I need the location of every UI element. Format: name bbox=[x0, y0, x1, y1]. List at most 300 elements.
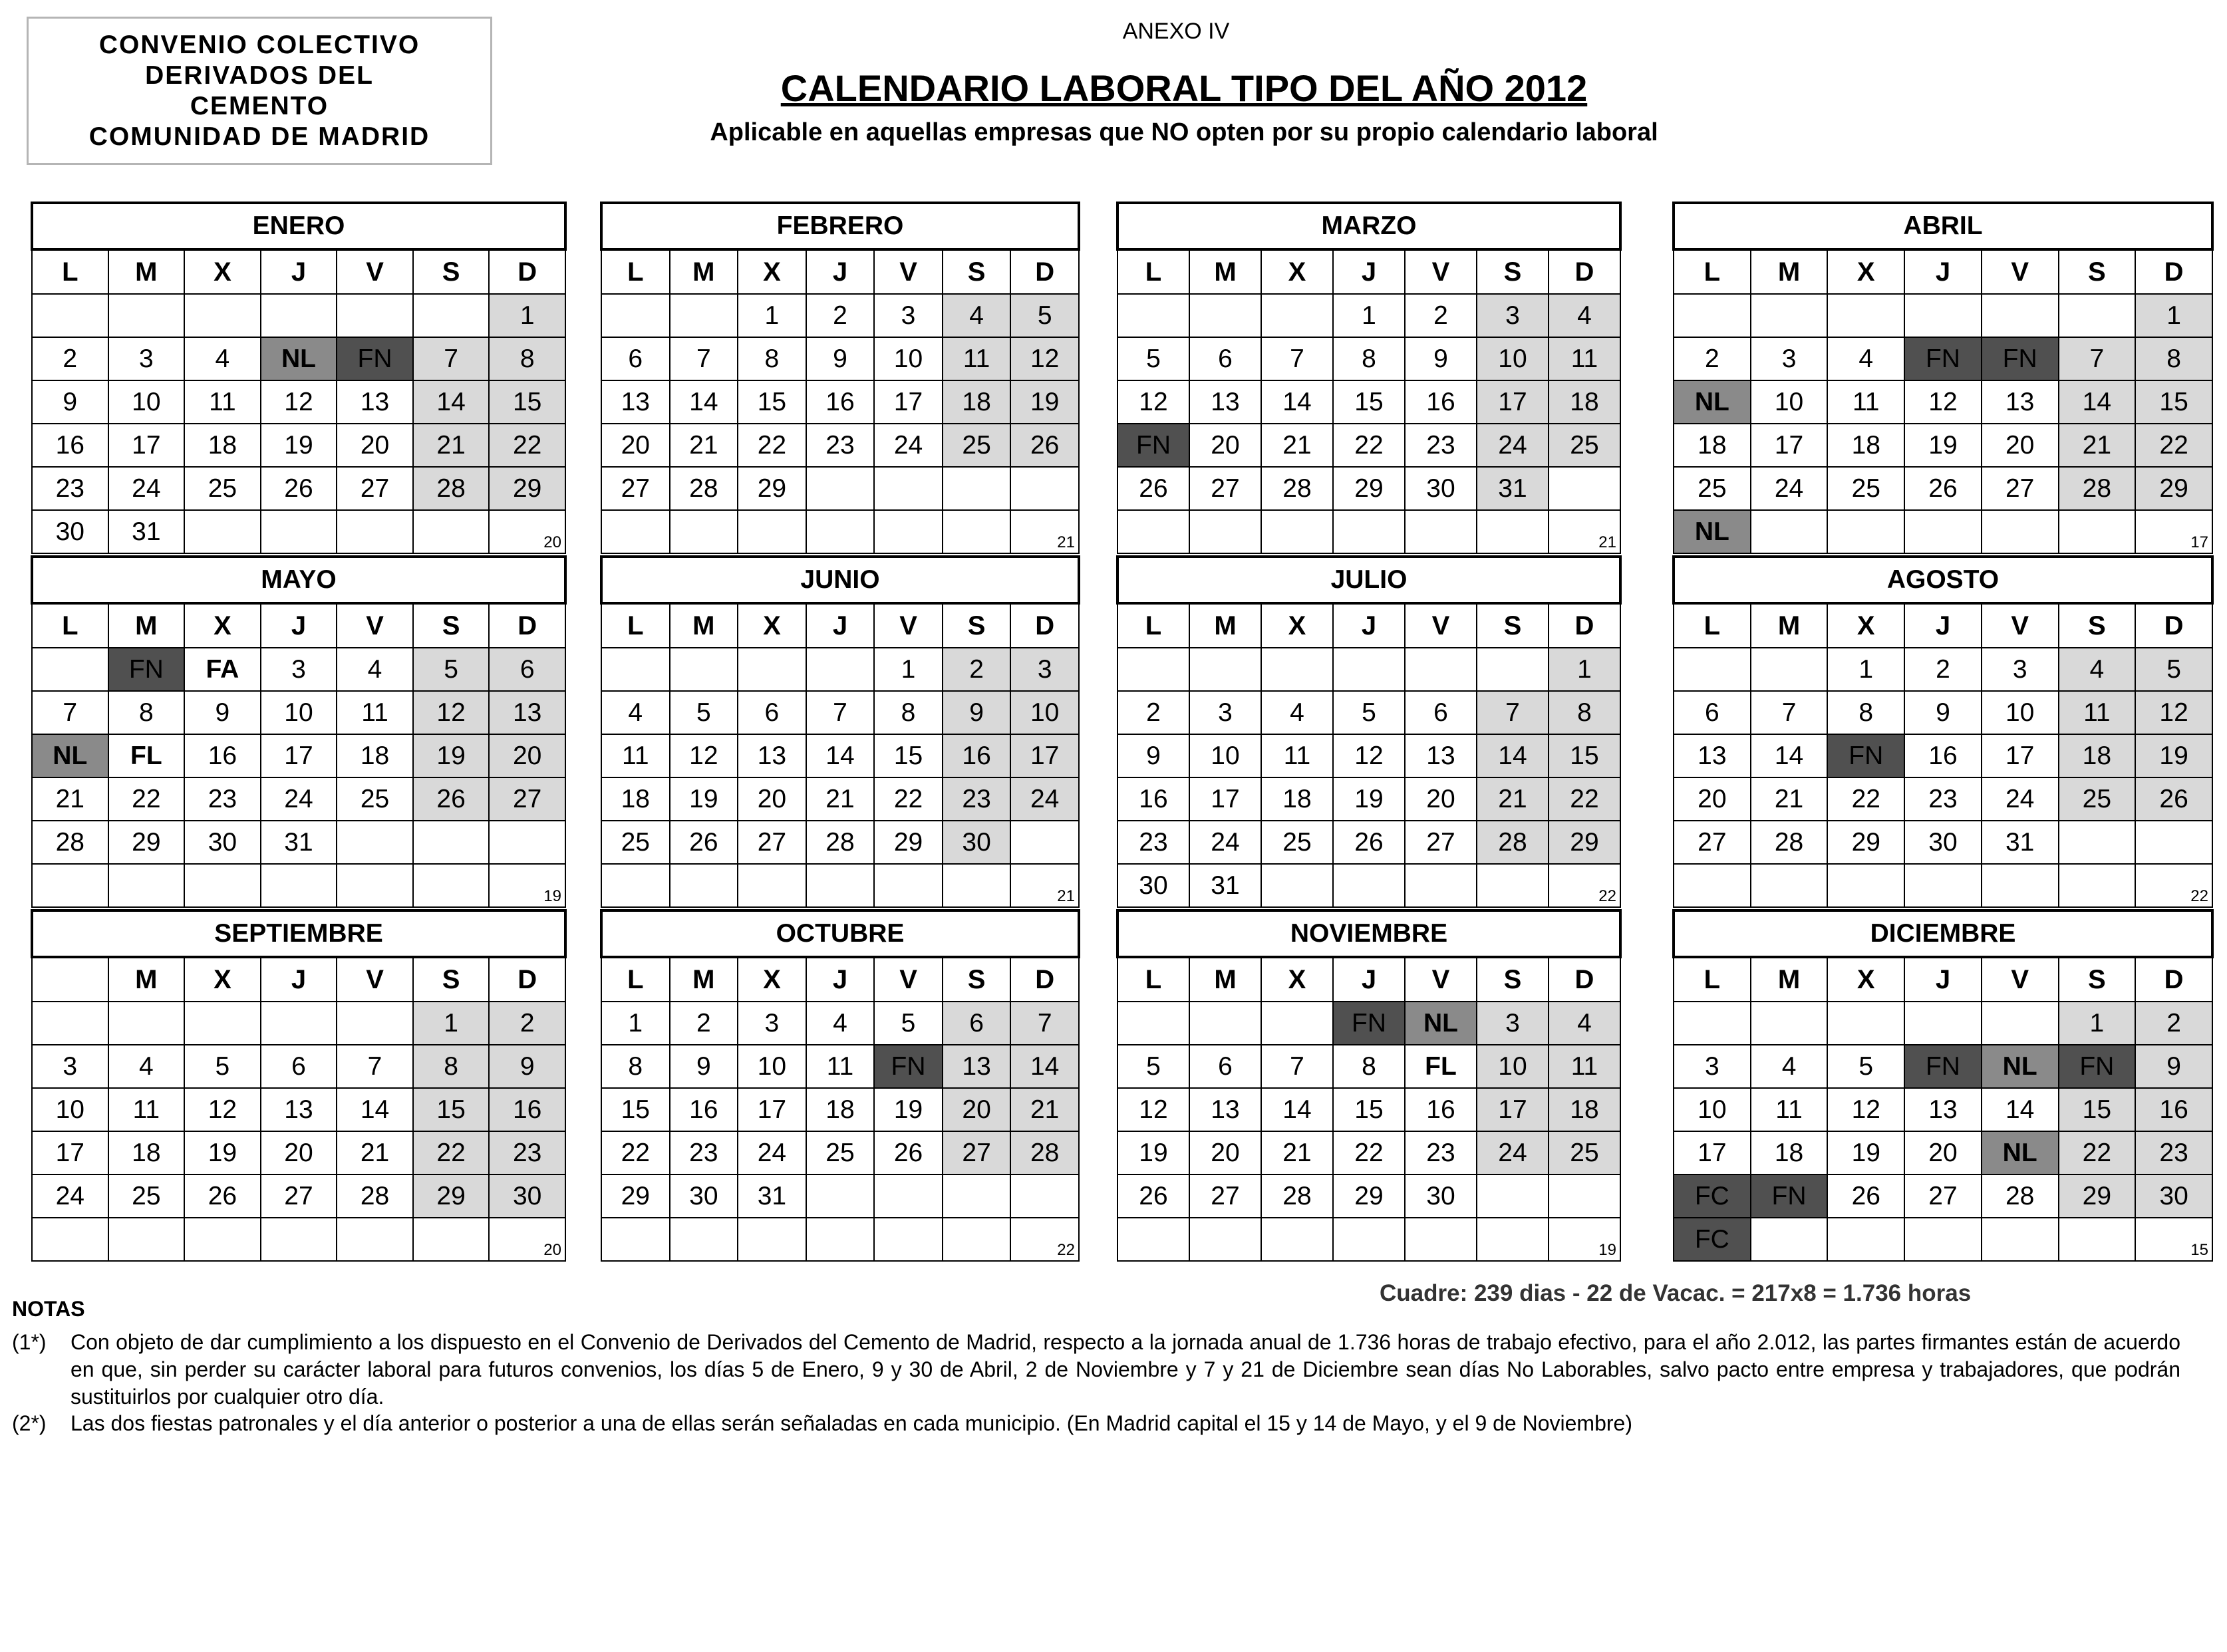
weekday-header: X bbox=[738, 957, 806, 1002]
day-cell: 1 bbox=[413, 1002, 490, 1045]
empty-cell bbox=[261, 510, 337, 553]
day-cell: 22 bbox=[874, 777, 943, 821]
month-name: AGOSTO bbox=[1674, 557, 2212, 603]
empty-cell bbox=[2135, 1218, 2212, 1261]
day-cell: 29 bbox=[108, 821, 185, 864]
day-cell: 9 bbox=[2135, 1045, 2212, 1088]
holiday-cell: NL bbox=[32, 734, 108, 777]
empty-cell bbox=[670, 648, 738, 691]
day-cell: 19 bbox=[413, 734, 490, 777]
empty-cell bbox=[874, 864, 943, 907]
empty-cell bbox=[337, 1218, 413, 1261]
day-cell: 15 bbox=[413, 1088, 490, 1131]
empty-cell bbox=[601, 864, 670, 907]
weekday-header: D bbox=[2135, 249, 2212, 294]
day-cell: 23 bbox=[1405, 1131, 1477, 1174]
working-days-count: 21 bbox=[1598, 533, 1616, 551]
working-days-count: 19 bbox=[1598, 1241, 1616, 1259]
weekday-header: D bbox=[489, 249, 565, 294]
holiday-cell: FC bbox=[1674, 1174, 1751, 1218]
day-cell: 25 bbox=[184, 467, 261, 510]
day-cell: 25 bbox=[108, 1174, 185, 1218]
weekday-header: L bbox=[1117, 249, 1189, 294]
day-cell: 8 bbox=[2135, 337, 2212, 380]
day-cell: 26 bbox=[1333, 821, 1405, 864]
note-text: Las dos fiestas patronales y el día anterior o posterior a una de ellas serán señaladas en cada municipio. (En Madrid capital el 15 y 14 de Mayo, y el 9 de Noviembre) bbox=[71, 1411, 1632, 1435]
day-cell: 17 bbox=[1477, 1088, 1549, 1131]
day-cell: 26 bbox=[874, 1131, 943, 1174]
holiday-cell: FL bbox=[108, 734, 185, 777]
empty-cell bbox=[1827, 1218, 1904, 1261]
empty-cell bbox=[738, 1218, 806, 1261]
day-cell: 26 bbox=[670, 821, 738, 864]
weekday-header: S bbox=[2059, 957, 2136, 1002]
empty-cell bbox=[1982, 510, 2059, 553]
month-name: ENERO bbox=[32, 203, 565, 249]
weekday-header: M bbox=[1751, 249, 1828, 294]
day-cell: 13 bbox=[943, 1045, 1011, 1088]
day-cell: 3 bbox=[1674, 1045, 1751, 1088]
day-cell: 12 bbox=[261, 380, 337, 424]
weekday-header: D bbox=[1010, 249, 1079, 294]
day-cell: 3 bbox=[738, 1002, 806, 1045]
month-mayo bbox=[31, 555, 567, 908]
day-cell: 26 bbox=[184, 1174, 261, 1218]
weekday-header: L bbox=[601, 957, 670, 1002]
empty-cell bbox=[1405, 648, 1477, 691]
day-cell: 19 bbox=[261, 424, 337, 467]
weekday-header: J bbox=[1904, 957, 1982, 1002]
day-cell: 9 bbox=[943, 691, 1011, 734]
day-cell: 7 bbox=[1010, 1002, 1079, 1045]
empty-cell bbox=[601, 1218, 670, 1261]
day-cell: 14 bbox=[1477, 734, 1549, 777]
empty-cell bbox=[337, 294, 413, 337]
day-cell: 30 bbox=[670, 1174, 738, 1218]
day-cell: 17 bbox=[1674, 1131, 1751, 1174]
weekday-header: J bbox=[806, 249, 875, 294]
month-diciembre bbox=[1672, 909, 2214, 1262]
weekday-header: V bbox=[1982, 249, 2059, 294]
day-cell: 22 bbox=[1549, 777, 1620, 821]
day-cell: 30 bbox=[1117, 864, 1189, 907]
day-cell: 1 bbox=[1333, 294, 1405, 337]
empty-cell bbox=[1117, 648, 1189, 691]
empty-cell bbox=[108, 294, 185, 337]
month-septiembre bbox=[31, 909, 567, 1262]
day-cell: 18 bbox=[1751, 1131, 1828, 1174]
day-cell: 13 bbox=[337, 380, 413, 424]
day-cell: 28 bbox=[806, 821, 875, 864]
day-cell: 21 bbox=[32, 777, 108, 821]
day-cell: 11 bbox=[806, 1045, 875, 1088]
day-cell: 3 bbox=[1982, 648, 2059, 691]
org-line: DERIVADOS DEL bbox=[145, 61, 374, 90]
day-cell: 18 bbox=[337, 734, 413, 777]
day-cell: 22 bbox=[1333, 1131, 1405, 1174]
weekday-header: L bbox=[1117, 957, 1189, 1002]
weekday-header: J bbox=[261, 603, 337, 648]
working-days-count: 22 bbox=[1057, 1241, 1075, 1259]
empty-cell bbox=[32, 1002, 108, 1045]
day-cell: 5 bbox=[670, 691, 738, 734]
empty-cell bbox=[2059, 821, 2136, 864]
day-cell: 22 bbox=[489, 424, 565, 467]
month-name: OCTUBRE bbox=[601, 910, 1079, 957]
day-cell: 10 bbox=[1674, 1088, 1751, 1131]
weekday-header: X bbox=[1827, 249, 1904, 294]
day-cell: 14 bbox=[670, 380, 738, 424]
day-cell: 13 bbox=[1904, 1088, 1982, 1131]
day-cell: 29 bbox=[413, 1174, 490, 1218]
weekday-header: V bbox=[1405, 603, 1477, 648]
weekday-header: M bbox=[670, 957, 738, 1002]
working-days-count: 21 bbox=[1057, 887, 1075, 905]
day-cell: 2 bbox=[1117, 691, 1189, 734]
day-cell: 27 bbox=[489, 777, 565, 821]
day-cell: 1 bbox=[874, 648, 943, 691]
empty-cell bbox=[1904, 1002, 1982, 1045]
day-cell: 24 bbox=[1189, 821, 1261, 864]
day-cell: 7 bbox=[1261, 337, 1333, 380]
day-cell: 25 bbox=[943, 424, 1011, 467]
day-cell: 7 bbox=[32, 691, 108, 734]
month-name: FEBRERO bbox=[601, 203, 1079, 249]
day-cell: 10 bbox=[874, 337, 943, 380]
day-cell: 21 bbox=[1477, 777, 1549, 821]
empty-cell bbox=[1333, 864, 1405, 907]
day-cell: 27 bbox=[601, 467, 670, 510]
day-cell: 17 bbox=[1477, 380, 1549, 424]
weekday-header: M bbox=[108, 249, 185, 294]
empty-cell bbox=[1189, 294, 1261, 337]
day-cell: 1 bbox=[1827, 648, 1904, 691]
empty-cell bbox=[1549, 467, 1620, 510]
weekday-header: X bbox=[1827, 603, 1904, 648]
day-cell: 23 bbox=[184, 777, 261, 821]
empty-cell bbox=[670, 294, 738, 337]
weekday-header: X bbox=[1827, 957, 1904, 1002]
empty-cell bbox=[943, 1218, 1011, 1261]
empty-cell bbox=[738, 864, 806, 907]
empty-cell bbox=[1261, 294, 1333, 337]
weekday-header: S bbox=[943, 603, 1011, 648]
day-cell: 17 bbox=[1982, 734, 2059, 777]
day-cell: 14 bbox=[1261, 380, 1333, 424]
day-cell: 10 bbox=[1477, 337, 1549, 380]
day-cell: 20 bbox=[1982, 424, 2059, 467]
day-cell: 28 bbox=[2059, 467, 2136, 510]
org-box bbox=[27, 17, 492, 165]
day-cell: 12 bbox=[413, 691, 490, 734]
day-cell: 5 bbox=[184, 1045, 261, 1088]
weekday-header: D bbox=[1549, 249, 1620, 294]
weekday-header: S bbox=[943, 249, 1011, 294]
day-cell: 3 bbox=[1477, 1002, 1549, 1045]
day-cell: 20 bbox=[738, 777, 806, 821]
day-cell: 29 bbox=[2135, 467, 2212, 510]
day-cell: 13 bbox=[1674, 734, 1751, 777]
month-enero bbox=[31, 202, 567, 554]
empty-cell bbox=[2059, 1218, 2136, 1261]
day-cell: 2 bbox=[806, 294, 875, 337]
weekday-header: M bbox=[1189, 957, 1261, 1002]
day-cell: 10 bbox=[32, 1088, 108, 1131]
day-cell: 9 bbox=[806, 337, 875, 380]
day-cell: 19 bbox=[1333, 777, 1405, 821]
day-cell: 4 bbox=[806, 1002, 875, 1045]
holiday-cell: FN bbox=[1751, 1174, 1828, 1218]
weekday-header: V bbox=[1982, 957, 2059, 1002]
note-key: (1*) bbox=[12, 1330, 47, 1354]
day-cell: 25 bbox=[1549, 424, 1620, 467]
day-cell: 6 bbox=[738, 691, 806, 734]
weekday-header: S bbox=[413, 957, 490, 1002]
day-cell: 11 bbox=[184, 380, 261, 424]
day-cell: 4 bbox=[1549, 294, 1620, 337]
day-cell: 1 bbox=[601, 1002, 670, 1045]
day-cell: 15 bbox=[1333, 1088, 1405, 1131]
day-cell: 27 bbox=[1189, 1174, 1261, 1218]
holiday-cell: NL bbox=[1982, 1045, 2059, 1088]
empty-cell bbox=[738, 648, 806, 691]
day-cell: 31 bbox=[1477, 467, 1549, 510]
day-cell: 18 bbox=[1674, 424, 1751, 467]
weekday-header bbox=[32, 957, 108, 1002]
day-cell: 2 bbox=[1405, 294, 1477, 337]
weekday-header: L bbox=[1117, 603, 1189, 648]
org-line: CONVENIO COLECTIVO bbox=[98, 30, 420, 59]
note-key: (2*) bbox=[12, 1411, 47, 1435]
weekday-header: D bbox=[1549, 957, 1620, 1002]
day-cell: 31 bbox=[738, 1174, 806, 1218]
day-cell: 20 bbox=[261, 1131, 337, 1174]
day-cell: 1 bbox=[738, 294, 806, 337]
empty-cell bbox=[1405, 864, 1477, 907]
empty-cell bbox=[1010, 821, 1079, 864]
day-cell: 27 bbox=[1904, 1174, 1982, 1218]
empty-cell bbox=[1333, 648, 1405, 691]
day-cell: 31 bbox=[1982, 821, 2059, 864]
empty-cell bbox=[1904, 1218, 1982, 1261]
empty-cell bbox=[32, 864, 108, 907]
weekday-header: S bbox=[413, 603, 490, 648]
empty-cell bbox=[806, 648, 875, 691]
day-cell: 28 bbox=[1751, 821, 1828, 864]
day-cell: 20 bbox=[1189, 424, 1261, 467]
day-cell: 23 bbox=[2135, 1131, 2212, 1174]
day-cell: 22 bbox=[2135, 424, 2212, 467]
day-cell: 5 bbox=[1827, 1045, 1904, 1088]
weekday-header: V bbox=[874, 957, 943, 1002]
empty-cell bbox=[108, 1002, 185, 1045]
day-cell: 27 bbox=[1189, 467, 1261, 510]
day-cell: 2 bbox=[1674, 337, 1751, 380]
weekday-header: M bbox=[1189, 603, 1261, 648]
empty-cell bbox=[1261, 648, 1333, 691]
day-cell: 25 bbox=[1827, 467, 1904, 510]
holiday-cell: FN bbox=[1982, 337, 2059, 380]
weekday-header: L bbox=[32, 249, 108, 294]
holiday-cell: NL bbox=[1405, 1002, 1477, 1045]
empty-cell bbox=[943, 510, 1011, 553]
empty-cell bbox=[108, 1218, 185, 1261]
day-cell: 25 bbox=[806, 1131, 875, 1174]
day-cell: 27 bbox=[1405, 821, 1477, 864]
annex-label: ANEXO IV bbox=[1122, 19, 1230, 44]
day-cell: 30 bbox=[32, 510, 108, 553]
day-cell: 28 bbox=[1982, 1174, 2059, 1218]
holiday-cell: FN bbox=[337, 337, 413, 380]
day-cell: 8 bbox=[1333, 337, 1405, 380]
day-cell: 15 bbox=[601, 1088, 670, 1131]
day-cell: 1 bbox=[2059, 1002, 2136, 1045]
weekday-header: J bbox=[261, 957, 337, 1002]
day-cell: 4 bbox=[601, 691, 670, 734]
day-cell: 18 bbox=[943, 380, 1011, 424]
holiday-cell: FN bbox=[1904, 1045, 1982, 1088]
empty-cell bbox=[184, 294, 261, 337]
note-text: Con objeto de dar cumplimiento a los dispuesto en el Convenio de Derivados del Cemento de Madrid, respecto a la jornada anual de 1.736 horas de trabajo efectivo, para el año 2.012, las partes firmantes están de acuerdo en que, sin perder su carácter laboral para futuros convenios, los días 5 de Enero, 9 y 30 de Abril, 2 de Noviembre y 7 y 21 de Diciembre sean días No Laborables, salvo pacto entre empresa y trabajadores, que podrán sustituirlos por cualquier otro día. bbox=[71, 1330, 2180, 1409]
weekday-header: X bbox=[184, 957, 261, 1002]
day-cell: 6 bbox=[261, 1045, 337, 1088]
day-cell: 8 bbox=[489, 337, 565, 380]
day-cell: 29 bbox=[601, 1174, 670, 1218]
day-cell: 8 bbox=[1549, 691, 1620, 734]
empty-cell bbox=[874, 1174, 943, 1218]
empty-cell bbox=[413, 864, 490, 907]
empty-cell bbox=[1261, 1218, 1333, 1261]
day-cell: 23 bbox=[32, 467, 108, 510]
weekday-header: X bbox=[1261, 957, 1333, 1002]
day-cell: 9 bbox=[1904, 691, 1982, 734]
empty-cell bbox=[1904, 294, 1982, 337]
weekday-header: D bbox=[489, 957, 565, 1002]
month-agosto bbox=[1672, 555, 2214, 908]
day-cell: 7 bbox=[2059, 337, 2136, 380]
day-cell: 23 bbox=[1117, 821, 1189, 864]
day-cell: 3 bbox=[874, 294, 943, 337]
day-cell: 9 bbox=[670, 1045, 738, 1088]
empty-cell bbox=[1751, 294, 1828, 337]
empty-cell bbox=[1904, 510, 1982, 553]
day-cell: 8 bbox=[601, 1045, 670, 1088]
day-cell: 19 bbox=[1117, 1131, 1189, 1174]
day-cell: 6 bbox=[1189, 337, 1261, 380]
empty-cell bbox=[670, 1218, 738, 1261]
day-cell: 17 bbox=[1751, 424, 1828, 467]
month-name: NOVIEMBRE bbox=[1117, 910, 1620, 957]
holiday-cell: NL bbox=[1982, 1131, 2059, 1174]
day-cell: 12 bbox=[1010, 337, 1079, 380]
holiday-cell: FL bbox=[1405, 1045, 1477, 1088]
day-cell: 12 bbox=[1117, 1088, 1189, 1131]
day-cell: 10 bbox=[1982, 691, 2059, 734]
empty-cell bbox=[806, 510, 875, 553]
day-cell: 8 bbox=[738, 337, 806, 380]
day-cell: 6 bbox=[943, 1002, 1011, 1045]
weekday-header: X bbox=[184, 249, 261, 294]
weekday-header: M bbox=[1751, 957, 1828, 1002]
day-cell: 18 bbox=[108, 1131, 185, 1174]
day-cell: 24 bbox=[32, 1174, 108, 1218]
weekday-header: D bbox=[1549, 603, 1620, 648]
empty-cell bbox=[261, 1002, 337, 1045]
day-cell: 18 bbox=[1549, 380, 1620, 424]
day-cell: 25 bbox=[1261, 821, 1333, 864]
day-cell: 9 bbox=[1405, 337, 1477, 380]
empty-cell bbox=[1405, 510, 1477, 553]
day-cell: 26 bbox=[1117, 467, 1189, 510]
empty-cell bbox=[1982, 294, 2059, 337]
day-cell: 21 bbox=[413, 424, 490, 467]
day-cell: 31 bbox=[108, 510, 185, 553]
empty-cell bbox=[184, 864, 261, 907]
weekday-header: D bbox=[1010, 957, 1079, 1002]
empty-cell bbox=[806, 1174, 875, 1218]
day-cell: 29 bbox=[489, 467, 565, 510]
day-cell: 21 bbox=[1751, 777, 1828, 821]
empty-cell bbox=[806, 1218, 875, 1261]
empty-cell bbox=[261, 294, 337, 337]
empty-cell bbox=[1189, 648, 1261, 691]
day-cell: 11 bbox=[2059, 691, 2136, 734]
holiday-cell: FN bbox=[2059, 1045, 2136, 1088]
holiday-cell: FC bbox=[1674, 1218, 1751, 1261]
day-cell: 12 bbox=[1333, 734, 1405, 777]
day-cell: 27 bbox=[943, 1131, 1011, 1174]
day-cell: 27 bbox=[1982, 467, 2059, 510]
day-cell: 19 bbox=[184, 1131, 261, 1174]
weekday-header: X bbox=[1261, 603, 1333, 648]
month-julio bbox=[1116, 555, 1622, 908]
day-cell: 16 bbox=[1117, 777, 1189, 821]
day-cell: 31 bbox=[1189, 864, 1261, 907]
day-cell: 26 bbox=[261, 467, 337, 510]
weekday-header: D bbox=[2135, 957, 2212, 1002]
day-cell: 2 bbox=[489, 1002, 565, 1045]
month-name: MAYO bbox=[32, 557, 565, 603]
day-cell: 2 bbox=[2135, 1002, 2212, 1045]
holiday-cell: FA bbox=[184, 648, 261, 691]
day-cell: 17 bbox=[738, 1088, 806, 1131]
day-cell: 19 bbox=[1904, 424, 1982, 467]
day-cell: 10 bbox=[738, 1045, 806, 1088]
day-cell: 4 bbox=[943, 294, 1011, 337]
note-2 bbox=[12, 1410, 2180, 1437]
day-cell: 18 bbox=[1549, 1088, 1620, 1131]
day-cell: 21 bbox=[1261, 424, 1333, 467]
weekday-header: M bbox=[108, 957, 185, 1002]
day-cell: 16 bbox=[489, 1088, 565, 1131]
weekday-header: M bbox=[670, 603, 738, 648]
empty-cell bbox=[1751, 1218, 1828, 1261]
empty-cell bbox=[1674, 648, 1751, 691]
day-cell: 15 bbox=[489, 380, 565, 424]
day-cell: 15 bbox=[1549, 734, 1620, 777]
empty-cell bbox=[337, 510, 413, 553]
working-days-count: 21 bbox=[1057, 533, 1075, 551]
day-cell: 22 bbox=[1333, 424, 1405, 467]
day-cell: 9 bbox=[32, 380, 108, 424]
empty-cell bbox=[1751, 864, 1828, 907]
day-cell: 15 bbox=[2059, 1088, 2136, 1131]
day-cell: 30 bbox=[1904, 821, 1982, 864]
month-junio bbox=[600, 555, 1080, 908]
empty-cell bbox=[2135, 821, 2212, 864]
empty-cell bbox=[32, 1218, 108, 1261]
day-cell: 12 bbox=[1827, 1088, 1904, 1131]
